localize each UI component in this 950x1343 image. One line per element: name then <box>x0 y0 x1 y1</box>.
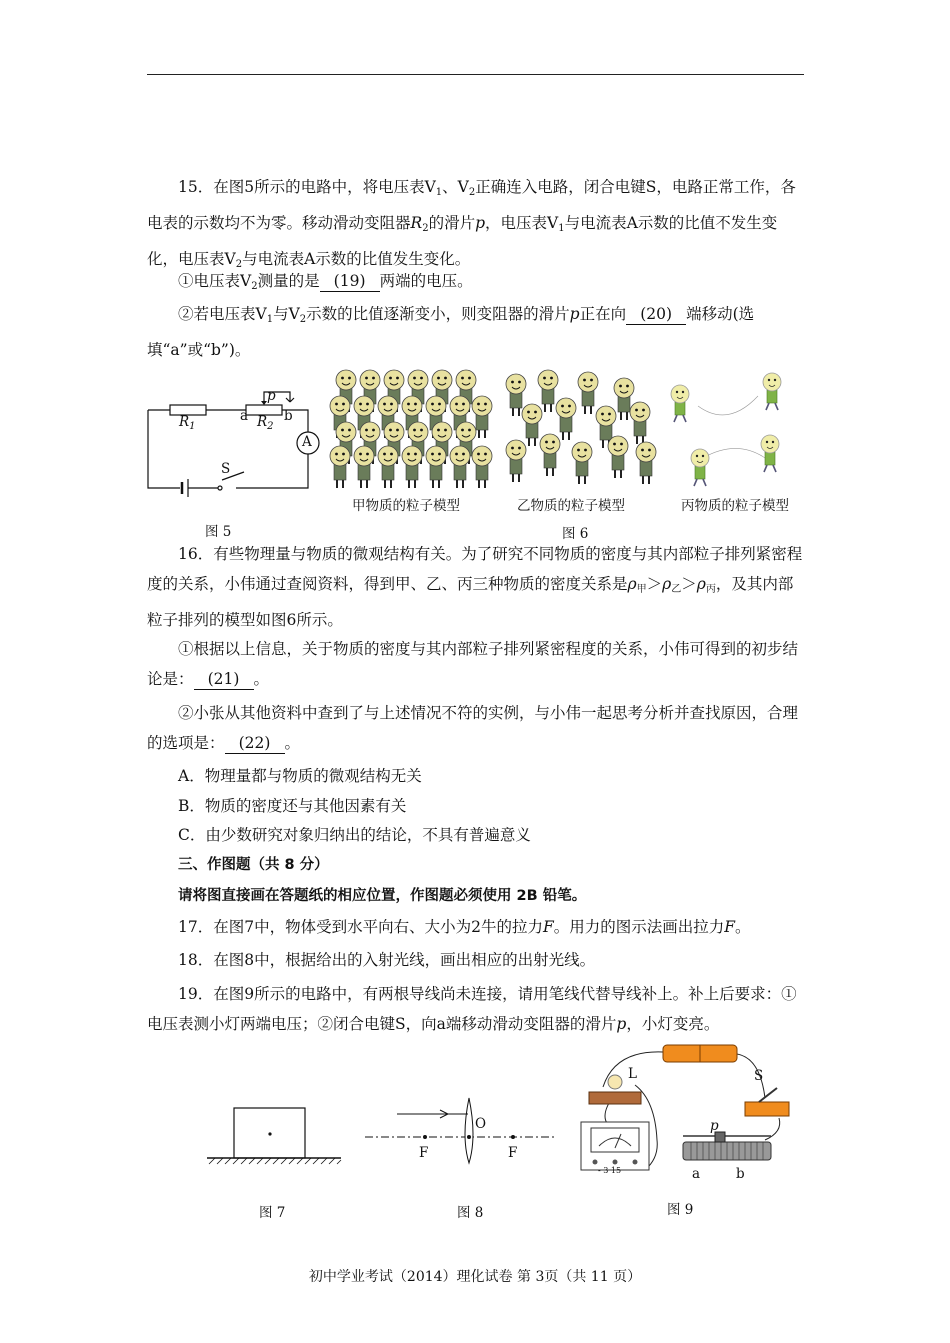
option-c: C．由少数研究对象归纳出的结论，不具有普遍意义 <box>178 826 531 844</box>
label-a: a <box>240 408 249 424</box>
q16-stem: 16．有些物理量与物质的微观结构有关。为了研究不同物质的密度与其内部粒子排列紧密程度的关系，小伟通过查阅资料，得到甲、乙、丙三种物质的密度关系是$\rho_甲>\rho_乙>\rho_丙$，及其内部粒子排列的模型如图6所示。 <box>147 545 803 629</box>
q16-sub1: ①根据以上信息，关于物质的密度与其内部粒子排列紧密程度的关系，小伟可得到的初步结论是： (21) 。 <box>147 640 799 688</box>
figure-7-block <box>205 1105 345 1165</box>
figure-5-circuit <box>140 380 320 500</box>
lens-center-label: O <box>475 1116 487 1132</box>
q15-sub2: ②若电压表$V_1$与$V_2$示数的比值逐渐变小，则变阻器的滑片p正在向 (20) 端移动(选填“a”或“b”)。 <box>147 305 755 359</box>
terminal-b-label: b <box>736 1166 745 1182</box>
figure-9-apparatus <box>575 1040 800 1185</box>
header-rule <box>147 74 804 75</box>
figure-8-caption: 图 8 <box>457 1205 484 1221</box>
label-p: p <box>267 388 276 404</box>
q16-sub2: ②小张从其他资料中查到了与上述情况不符的实例，与小伟一起思考分析并查找原因，合理的选项是： (22) 。 <box>147 704 799 752</box>
answer-blank-21: (21) <box>194 669 254 690</box>
figure-7-caption: 图 7 <box>259 1205 286 1221</box>
option-a: A．物理量都与物质的微观结构无关 <box>178 767 422 785</box>
panel-label-yi: 乙物质的粒子模型 <box>517 498 625 514</box>
figure-6-particle-models <box>328 368 798 493</box>
focus-left-label: F <box>419 1145 429 1161</box>
q18: 18．在图8中，根据给出的入射光线，画出相应的出射光线。 <box>178 951 596 969</box>
figure-9-caption: 图 9 <box>667 1202 694 1218</box>
figure-6-caption: 图 6 <box>562 526 589 542</box>
answer-blank-19: (19) <box>320 271 380 292</box>
bulb-label: L <box>628 1066 637 1082</box>
label-b: b <box>284 408 293 424</box>
q15-sub1: ①电压表$V_2$测量的是 (19) 两端的电压。 <box>178 272 473 292</box>
q15-stem: 15．在图5所示的电路中，将电压表$V_1$、$V_2$正确连入电路，闭合电键S，电路正常工作，各电表的示数均不为零。移动滑动变阻器$R_2$的滑片p，电压表$V_1$与电流表A示数的比值不发生变化，电压表$V_2$与电流表A示数的比值发生变化。 <box>147 178 796 270</box>
panel-label-bing: 丙物质的粒子模型 <box>681 498 789 514</box>
key-label: S <box>754 1068 764 1084</box>
label-switch: S <box>221 461 231 477</box>
answer-blank-20: (20) <box>626 304 686 325</box>
meter-scale-label: - 3 15 <box>598 1166 622 1175</box>
q19: 19．在图9所示的电路中，有两根导线尚未连接，请用笔线代替导线补上。补上后要求：①电压表测小灯两端电压；②闭合电键S，向a端移动滑动变阻器的滑片p，小灯变亮。 <box>147 985 797 1033</box>
slider-label: p <box>710 1118 719 1134</box>
section-3-note: 请将图直接画在答题纸的相应位置，作图题必须使用 2B 铅笔。 <box>178 888 587 904</box>
option-b: B．物质的密度还与其他因素有关 <box>178 797 407 815</box>
figure-5-caption: 图 5 <box>205 524 232 540</box>
terminal-a-label: a <box>692 1166 701 1182</box>
focus-right-label: F <box>508 1145 518 1161</box>
label-r2: $R_2$ <box>257 414 274 432</box>
q17: 17．在图7中，物体受到水平向右、大小为2牛的拉力F。用力的图示法画出拉力F。 <box>178 918 751 936</box>
page-footer: 初中学业考试（2014）理化试卷 第 3页（共 11 页） <box>308 1269 642 1285</box>
answer-blank-22: (22) <box>225 733 285 754</box>
panel-label-jia: 甲物质的粒子模型 <box>352 498 460 514</box>
label-r1: $R_1$ <box>179 414 196 432</box>
section-3-title: 三、作图题（共 8 分） <box>178 857 329 873</box>
ammeter-label: A <box>302 434 312 450</box>
figure-8-lens <box>360 1095 560 1165</box>
